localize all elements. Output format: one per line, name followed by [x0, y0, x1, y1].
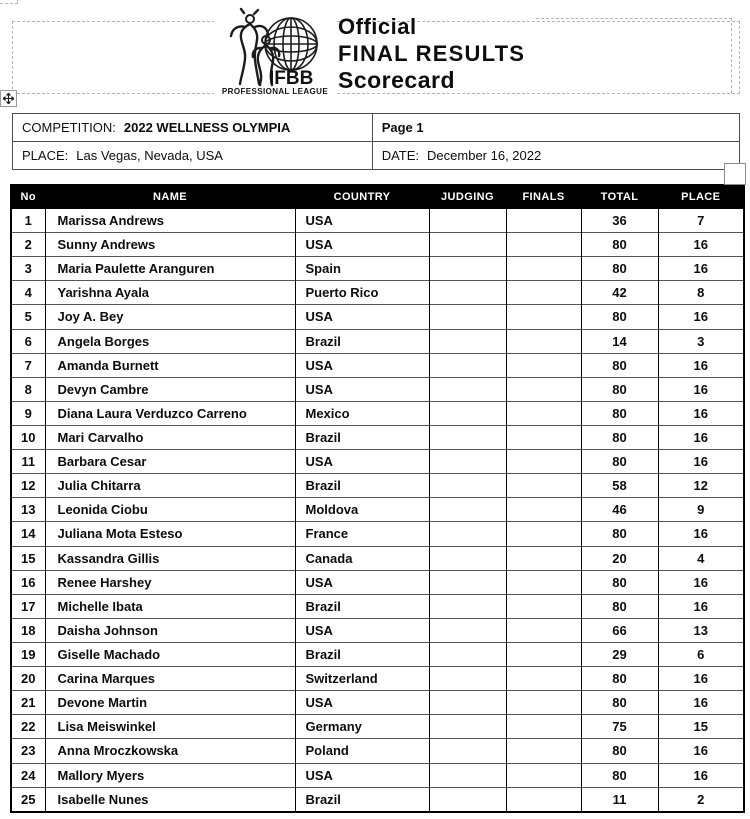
finals-score-cell: [506, 305, 581, 329]
judging-score-cell: [429, 594, 506, 618]
athlete-name-cell: Sunny Andrews: [45, 233, 295, 257]
total-score-cell: 80: [581, 739, 658, 763]
finals-score-cell: [506, 233, 581, 257]
table-row: [11, 377, 744, 401]
judging-score-cell: [429, 401, 506, 425]
athlete-name-cell: Joy A. Bey: [45, 305, 295, 329]
place-cell: 16: [658, 377, 744, 401]
row-number-cell: 6: [11, 329, 45, 353]
finals-score-cell: [506, 787, 581, 812]
country-cell: Germany: [295, 715, 429, 739]
row-number-cell: 23: [11, 739, 45, 763]
country-cell: USA: [295, 209, 429, 233]
total-score-cell: 80: [581, 401, 658, 425]
resize-handle[interactable]: [724, 163, 746, 185]
country-cell: Canada: [295, 546, 429, 570]
athlete-name-cell: Daisha Johnson: [45, 618, 295, 642]
finals-score-cell: [506, 715, 581, 739]
country-cell: USA: [295, 763, 429, 787]
judging-score-cell: [429, 353, 506, 377]
row-number-cell: 15: [11, 546, 45, 570]
row-number-cell: 21: [11, 691, 45, 715]
place-cell: 16: [658, 353, 744, 377]
row-number-cell: 14: [11, 522, 45, 546]
ifbb-wordmark: IFBB: [269, 68, 314, 89]
row-number-cell: 10: [11, 425, 45, 449]
total-score-cell: 80: [581, 305, 658, 329]
total-score-cell: 11: [581, 787, 658, 812]
place-cell: 16: [658, 570, 744, 594]
table-row: [11, 715, 744, 739]
row-number-cell: 19: [11, 642, 45, 666]
country-cell: Moldova: [295, 498, 429, 522]
athlete-name-cell: Carina Marques: [45, 667, 295, 691]
athlete-name-cell: Yarishna Ayala: [45, 281, 295, 305]
finals-score-cell: [506, 281, 581, 305]
table-row: [11, 763, 744, 787]
table-row: [11, 618, 744, 642]
place-cell: 16: [658, 739, 744, 763]
row-number-cell: 4: [11, 281, 45, 305]
date-cell: [372, 142, 739, 170]
column-header: COUNTRY: [295, 185, 429, 209]
table-row: [11, 209, 744, 233]
finals-score-cell: [506, 329, 581, 353]
date-label: DATE:: [381, 148, 420, 163]
date-value: December 16, 2022: [427, 148, 542, 163]
row-number-cell: 2: [11, 233, 45, 257]
athlete-name-cell: Mari Carvalho: [45, 425, 295, 449]
judging-score-cell: [429, 257, 506, 281]
finals-score-cell: [506, 667, 581, 691]
row-number-cell: 18: [11, 618, 45, 642]
finals-score-cell: [506, 691, 581, 715]
judging-score-cell: [429, 715, 506, 739]
judging-score-cell: [429, 425, 506, 449]
table-move-handle[interactable]: [0, 90, 17, 107]
total-score-cell: 80: [581, 450, 658, 474]
row-number-cell: 12: [11, 474, 45, 498]
info-row-place-date: [13, 142, 740, 170]
judging-score-cell: [429, 209, 506, 233]
judging-score-cell: [429, 233, 506, 257]
place-cell: 16: [658, 425, 744, 449]
table-row: [11, 474, 744, 498]
total-score-cell: 80: [581, 377, 658, 401]
place-cell: 7: [658, 209, 744, 233]
finals-score-cell: [506, 763, 581, 787]
competition-value: 2022 WELLNESS OLYMPIA: [123, 120, 291, 135]
athlete-name-cell: Barbara Cesar: [45, 450, 295, 474]
athlete-name-cell: Devyn Cambre: [45, 377, 295, 401]
row-number-cell: 9: [11, 401, 45, 425]
finals-score-cell: [506, 739, 581, 763]
judging-score-cell: [429, 329, 506, 353]
table-row: [11, 450, 744, 474]
results-table: [10, 184, 745, 813]
column-header: TOTAL: [581, 185, 658, 209]
place-cell: 16: [658, 763, 744, 787]
country-cell: USA: [295, 570, 429, 594]
country-cell: Brazil: [295, 642, 429, 666]
table-row: [11, 281, 744, 305]
row-number-cell: 13: [11, 498, 45, 522]
finals-score-cell: [506, 425, 581, 449]
title-text-frame-border: [536, 18, 732, 93]
place-cell: 3: [658, 329, 744, 353]
total-score-cell: 80: [581, 691, 658, 715]
frame-corner-remnant: [0, 0, 18, 4]
country-cell: Brazil: [295, 474, 429, 498]
place-cell: 12: [658, 474, 744, 498]
row-number-cell: 22: [11, 715, 45, 739]
finals-score-cell: [506, 618, 581, 642]
athlete-name-cell: Julia Chitarra: [45, 474, 295, 498]
table-row: [11, 425, 744, 449]
finals-score-cell: [506, 450, 581, 474]
row-number-cell: 24: [11, 763, 45, 787]
country-cell: USA: [295, 305, 429, 329]
row-number-cell: 20: [11, 667, 45, 691]
country-cell: Brazil: [295, 329, 429, 353]
country-cell: Brazil: [295, 594, 429, 618]
place-cell: 16: [658, 305, 744, 329]
place-cell: 9: [658, 498, 744, 522]
move-handle-icon: [3, 93, 14, 104]
ifbb-logo-icon: [214, 7, 336, 97]
judging-score-cell: [429, 498, 506, 522]
total-score-cell: 80: [581, 570, 658, 594]
judging-score-cell: [429, 474, 506, 498]
athlete-name-cell: Kassandra Gillis: [45, 546, 295, 570]
table-row: [11, 257, 744, 281]
ifbb-logo: [214, 7, 336, 97]
table-row: [11, 498, 744, 522]
country-cell: Brazil: [295, 787, 429, 812]
judging-score-cell: [429, 546, 506, 570]
row-number-cell: 1: [11, 209, 45, 233]
athlete-name-cell: Amanda Burnett: [45, 353, 295, 377]
finals-score-cell: [506, 570, 581, 594]
competition-label: COMPETITION:: [22, 120, 116, 135]
country-cell: USA: [295, 618, 429, 642]
judging-score-cell: [429, 642, 506, 666]
total-score-cell: 20: [581, 546, 658, 570]
finals-score-cell: [506, 353, 581, 377]
total-score-cell: 80: [581, 594, 658, 618]
athlete-name-cell: Leonida Ciobu: [45, 498, 295, 522]
title-line-scorecard: Scorecard: [338, 67, 456, 93]
country-cell: Poland: [295, 739, 429, 763]
row-number-cell: 7: [11, 353, 45, 377]
athlete-name-cell: Marissa Andrews: [45, 209, 295, 233]
total-score-cell: 42: [581, 281, 658, 305]
place-cell: 16: [658, 691, 744, 715]
column-header: JUDGING: [429, 185, 506, 209]
country-cell: USA: [295, 691, 429, 715]
athlete-name-cell: Lisa Meiswinkel: [45, 715, 295, 739]
place-cell: 13: [658, 618, 744, 642]
place-cell: 16: [658, 450, 744, 474]
title-line-final-results: FINAL RESULTS: [338, 41, 526, 66]
total-score-cell: 29: [581, 642, 658, 666]
place-cell: 16: [658, 257, 744, 281]
country-cell: USA: [295, 353, 429, 377]
table-row: [11, 522, 744, 546]
total-score-cell: 80: [581, 522, 658, 546]
finals-score-cell: [506, 594, 581, 618]
country-cell: Mexico: [295, 401, 429, 425]
table-row: [11, 739, 744, 763]
athlete-name-cell: Juliana Mota Esteso: [45, 522, 295, 546]
table-row: [11, 329, 744, 353]
place-cell: 16: [658, 233, 744, 257]
athlete-name-cell: Mallory Myers: [45, 763, 295, 787]
judging-score-cell: [429, 281, 506, 305]
country-cell: USA: [295, 377, 429, 401]
place-cell: 2: [658, 787, 744, 812]
place-label: PLACE:: [22, 148, 69, 163]
country-cell: Brazil: [295, 425, 429, 449]
total-score-cell: 36: [581, 209, 658, 233]
finals-score-cell: [506, 546, 581, 570]
place-cell: 15: [658, 715, 744, 739]
document-title: [338, 13, 525, 94]
column-header: NAME: [45, 185, 295, 209]
country-cell: Switzerland: [295, 667, 429, 691]
place-cell: 8: [658, 281, 744, 305]
place-cell: 16: [658, 594, 744, 618]
table-row: [11, 594, 744, 618]
table-row: [11, 570, 744, 594]
judging-score-cell: [429, 691, 506, 715]
finals-score-cell: [506, 401, 581, 425]
column-header: FINALS: [506, 185, 581, 209]
athlete-name-cell: Renee Harshey: [45, 570, 295, 594]
table-row: [11, 691, 744, 715]
total-score-cell: 80: [581, 667, 658, 691]
country-cell: USA: [295, 450, 429, 474]
table-row: [11, 233, 744, 257]
results-header-row: [11, 185, 744, 209]
total-score-cell: 80: [581, 233, 658, 257]
country-cell: France: [295, 522, 429, 546]
row-number-cell: 17: [11, 594, 45, 618]
total-score-cell: 14: [581, 329, 658, 353]
judging-score-cell: [429, 763, 506, 787]
table-row: [11, 787, 744, 812]
competition-info-table: [12, 113, 740, 170]
row-number-cell: 25: [11, 787, 45, 812]
judging-score-cell: [429, 787, 506, 812]
table-row: [11, 642, 744, 666]
table-row: [11, 401, 744, 425]
place-cell: 6: [658, 642, 744, 666]
info-row-competition: [13, 114, 740, 142]
row-number-cell: 16: [11, 570, 45, 594]
table-row: [11, 305, 744, 329]
place-cell: [13, 142, 373, 170]
judging-score-cell: [429, 450, 506, 474]
total-score-cell: 80: [581, 353, 658, 377]
place-cell: 16: [658, 667, 744, 691]
total-score-cell: 80: [581, 257, 658, 281]
finals-score-cell: [506, 642, 581, 666]
ifbb-league-text: PROFESSIONAL LEAGUE: [221, 87, 329, 96]
judging-score-cell: [429, 377, 506, 401]
place-cell: 16: [658, 401, 744, 425]
athlete-name-cell: Diana Laura Verduzco Carreno: [45, 401, 295, 425]
competition-cell: [13, 114, 373, 142]
row-number-cell: 3: [11, 257, 45, 281]
athlete-name-cell: Giselle Machado: [45, 642, 295, 666]
total-score-cell: 58: [581, 474, 658, 498]
finals-score-cell: [506, 377, 581, 401]
table-row: [11, 667, 744, 691]
place-cell: 16: [658, 522, 744, 546]
judging-score-cell: [429, 618, 506, 642]
column-header: PLACE: [658, 185, 744, 209]
finals-score-cell: [506, 209, 581, 233]
total-score-cell: 75: [581, 715, 658, 739]
judging-score-cell: [429, 739, 506, 763]
country-cell: Spain: [295, 257, 429, 281]
judging-score-cell: [429, 570, 506, 594]
athlete-name-cell: Michelle Ibata: [45, 594, 295, 618]
column-header: No: [11, 185, 45, 209]
athlete-name-cell: Angela Borges: [45, 329, 295, 353]
judging-score-cell: [429, 667, 506, 691]
judging-score-cell: [429, 305, 506, 329]
row-number-cell: 5: [11, 305, 45, 329]
row-number-cell: 11: [11, 450, 45, 474]
page-number: Page 1: [372, 114, 739, 142]
athlete-name-cell: Isabelle Nunes: [45, 787, 295, 812]
athlete-name-cell: Maria Paulette Aranguren: [45, 257, 295, 281]
athlete-name-cell: Devone Martin: [45, 691, 295, 715]
finals-score-cell: [506, 522, 581, 546]
title-line-official: Official: [338, 14, 417, 39]
table-row: [11, 546, 744, 570]
total-score-cell: 46: [581, 498, 658, 522]
total-score-cell: 66: [581, 618, 658, 642]
judging-score-cell: [429, 522, 506, 546]
finals-score-cell: [506, 257, 581, 281]
finals-score-cell: [506, 498, 581, 522]
total-score-cell: 80: [581, 763, 658, 787]
finals-score-cell: [506, 474, 581, 498]
row-number-cell: 8: [11, 377, 45, 401]
country-cell: USA: [295, 233, 429, 257]
total-score-cell: 80: [581, 425, 658, 449]
athlete-name-cell: Anna Mroczkowska: [45, 739, 295, 763]
place-value: Las Vegas, Nevada, USA: [76, 148, 223, 163]
country-cell: Puerto Rico: [295, 281, 429, 305]
place-cell: 4: [658, 546, 744, 570]
table-row: [11, 353, 744, 377]
